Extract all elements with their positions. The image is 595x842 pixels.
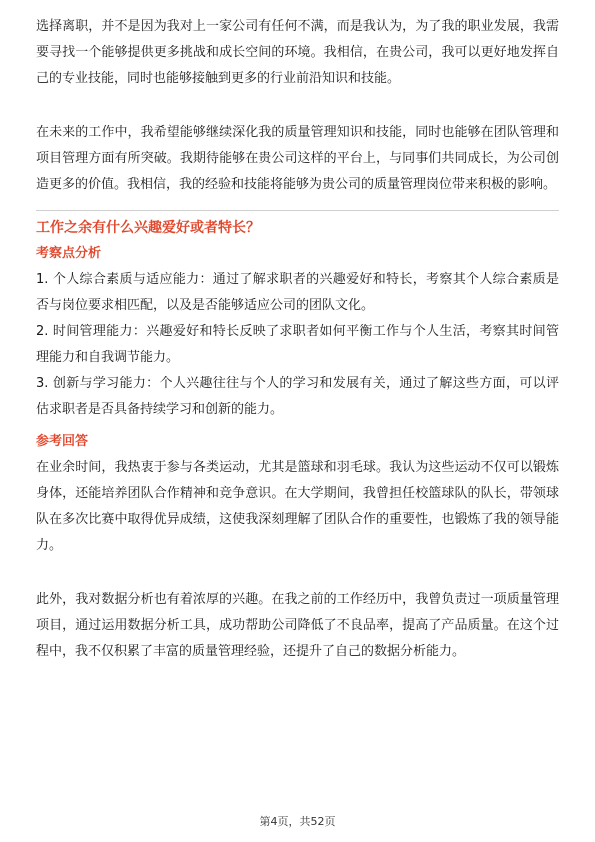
answer-paragraph: 在业余时间，我热衷于参与各类运动，尤其是篮球和羽毛球。我认为这些运动不仅可以锻炼身体，还能培养团队合作精神和竞争意识。在大学期间，我曾担任校篮球队的队长，带领球队在多次比赛中取得优异成绩，这使我深刻理解了团队合作的重要性，也锻炼了我的领导能力。 — [36, 460, 559, 553]
paragraph-gap — [36, 559, 559, 587]
paragraph-gap — [36, 92, 559, 120]
analysis-point: 3. 创新与学习能力：个人兴趣往往与个人的学习和发展有关，通过了解这些方面，可以评估求职者是否具备持续学习和创新的能力。 — [36, 376, 559, 417]
section-divider — [36, 210, 559, 211]
analysis-point: 2. 时间管理能力：兴趣爱好和特长反映了求职者如何平衡工作与个人生活，考察其时间管理能力和自我调节能力。 — [36, 324, 559, 365]
answer-paragraph: 此外，我对数据分析也有着浓厚的兴趣。在我之前的工作经历中，我曾负责过一项质量管理项目，通过运用数据分析工具，成功帮助公司降低了不良品率，提高了产品质量。在这个过程中，我不仅积累了丰富的质量管理经验，还提升了自己的数据分析能力。 — [36, 592, 559, 659]
answer-heading: 参考回答 — [36, 434, 89, 449]
page-number-footer: 第4页，共52页 — [259, 815, 336, 828]
document-page — [36, 14, 559, 665]
analysis-heading: 考察点分析 — [36, 246, 102, 261]
body-paragraph: 在未来的工作中，我希望能够继续深化我的质量管理知识和技能，同时也能够在团队管理和项目管理方面有所突破。我期待能够在贵公司这样的平台上，与同事们共同成长，为公司创造更多的价值。我相信，我的经验和技能将能够为贵公司的质量管理岗位带来积极的影响。 — [36, 125, 559, 192]
analysis-point: 1. 个人综合素质与适应能力：通过了解求职者的兴趣爱好和特长，考察其个人综合素质是否与岗位要求相匹配，以及是否能够适应公司的团队文化。 — [36, 272, 559, 313]
question-heading: 工作之余有什么兴趣爱好或者特长？ — [36, 220, 260, 236]
body-paragraph: 选择离职，并不是因为我对上一家公司有任何不满，而是我认为，为了我的职业发展，我需要寻找一个能够提供更多挑战和成长空间的环境。我相信，在贵公司，我可以更好地发挥自己的专业技能，同时也能够接触到更多的行业前沿知识和技能。 — [36, 19, 559, 86]
